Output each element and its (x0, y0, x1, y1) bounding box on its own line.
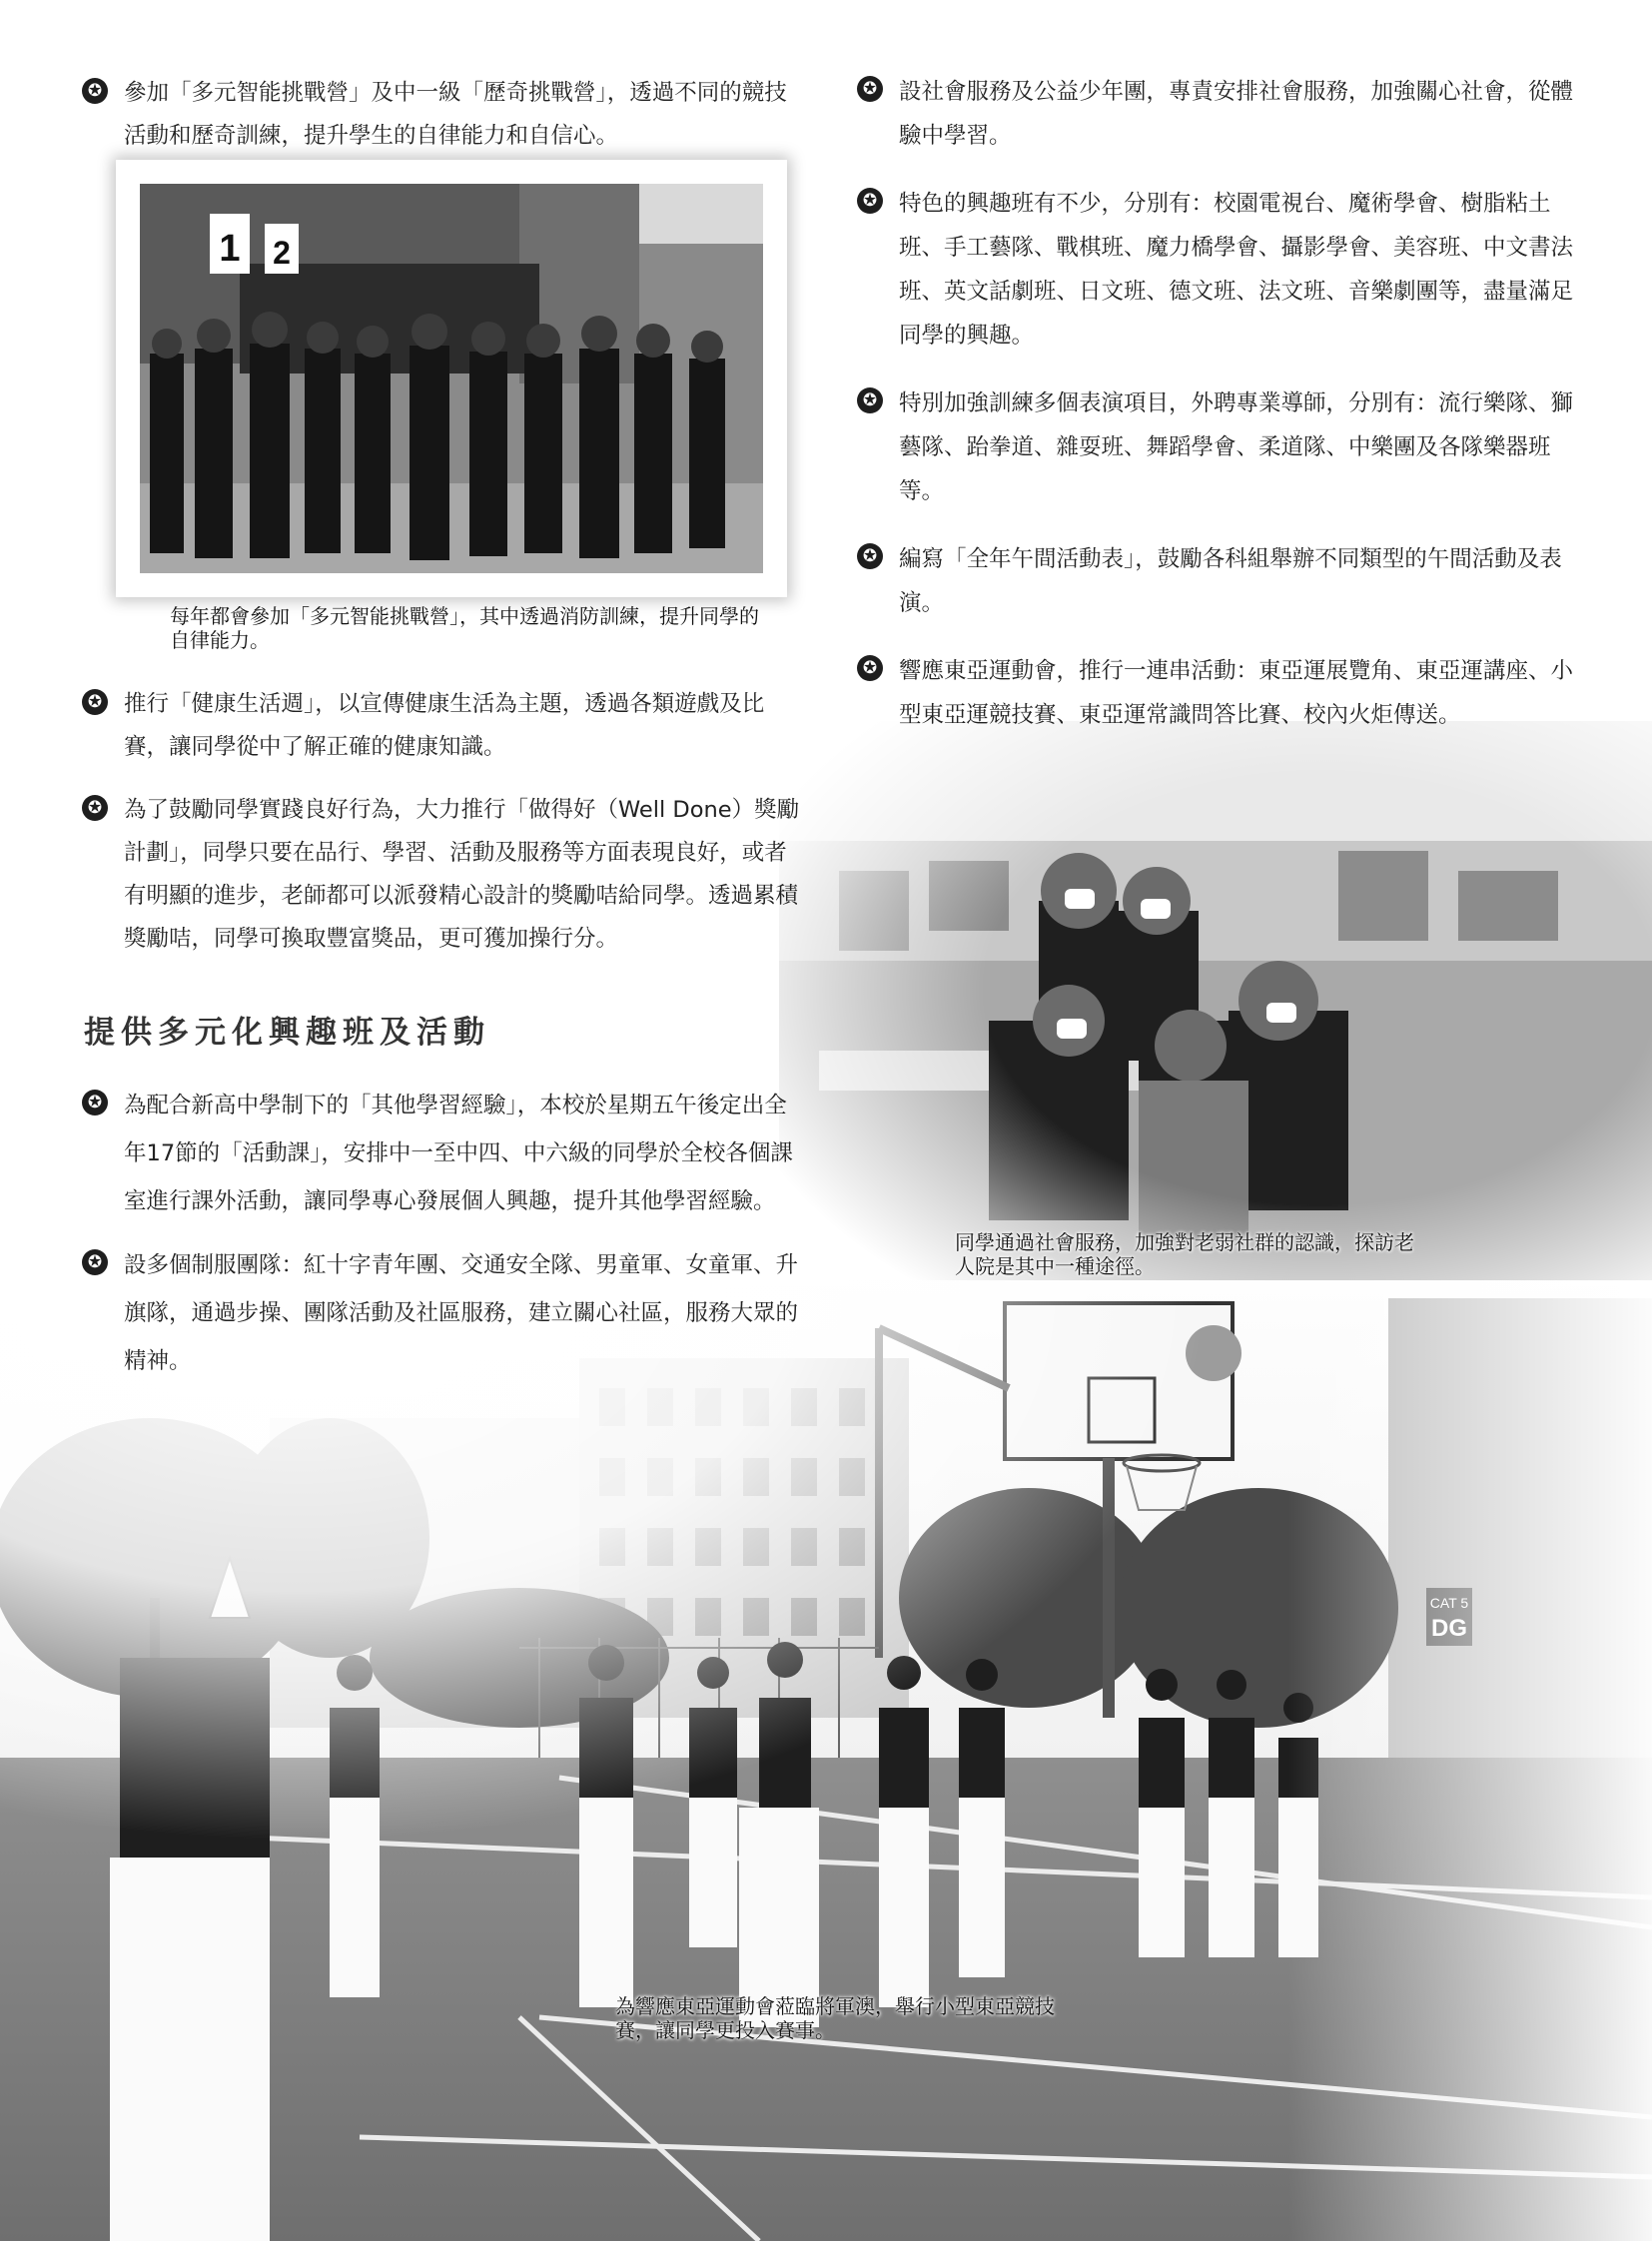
svg-text:2: 2 (273, 235, 291, 271)
camp-photo-caption: 每年都會參加「多元智能挑戰營」，其中透過消防訓練，提升同學的自律能力。 (170, 604, 759, 652)
bullet-text: 設社會服務及公益少年團，專責安排社會服務，加強關心社會，從體驗中學習。 (899, 79, 1574, 149)
bullet-text: 編寫「全年午間活動表」，鼓勵各科組舉辦不同類型的午間活動及表演。 (899, 546, 1562, 616)
star-bullet-icon: ✪ (857, 655, 883, 681)
star-bullet-icon: ✪ (82, 1249, 108, 1275)
list-item (82, 72, 801, 158)
list-item (857, 70, 1576, 158)
bullet-text: 特色的興趣班有不少，分別有：校園電視台、魔術學會、樹脂粘土班、手工藝隊、戰棋班、魔力橋學會、攝影學會、美容班、中文書法班、英文話劇班、日文班、德文班、法文班、音樂劇團等，盡量滿足同學的興趣。 (899, 191, 1574, 349)
bullet-text: 參加「多元智能挑戰營」及中一級「歷奇挑戰營」，透過不同的競技活動和歷奇訓練，提升學生的自律能力和自信心。 (124, 80, 787, 149)
left-top-bullet-list (82, 72, 801, 158)
bullet-text: 特別加強訓練多個表演項目，外聘專業導師，分別有：流行樂隊、獅藝隊、跆拳道、雜耍班、舞蹈學會、柔道隊、中樂團及各隊樂器班等。 (899, 390, 1574, 504)
list-item (857, 649, 1576, 737)
left-mid-bullet-list (82, 683, 801, 961)
star-bullet-icon: ✪ (857, 387, 883, 413)
left-bottom-bullet-list (82, 1082, 801, 1385)
list-item (82, 683, 801, 769)
bullet-text: 為了鼓勵同學實踐良好行為，大力推行「做得好（Well Done）獎勵計劃」，同學只要在品行、學習、活動及服務等方面表現良好，或者有明顯的進步，老師都可以派發精心設計的獎勵咭給同學。透過累積獎勵咭，同學可換取豐富獎品，更可獲加操行分。 (124, 797, 800, 952)
basketball-photo-caption: 為響應東亞運動會蒞臨將軍澳，舉行小型東亞競技賽，讓同學更投入賽事。 (615, 1994, 1055, 2042)
basketball-photo (0, 1238, 1652, 2241)
bullet-text: 設多個制服團隊：紅十字青年團、交通安全隊、男童軍、女童軍、升旗隊，通過步操、團隊活動及社區服務，建立關心社區，服務大眾的精神。 (124, 1252, 799, 1374)
list-item (857, 381, 1576, 513)
bullet-text: 為配合新高中學制下的「其他學習經驗」，本校於星期五午後定出全年17節的「活動課」，安排中一至中四、中六級的同學於全校各個課室進行課外活動，讓同學專心發展個人興趣，提升其他學習經驗。 (124, 1093, 793, 1214)
elderly-home-photo (779, 721, 1652, 1280)
list-item (857, 537, 1576, 625)
section-heading: 提供多元化興趣班及活動 (84, 1015, 490, 1051)
camp-photo (140, 184, 763, 573)
star-bullet-icon: ✪ (857, 76, 883, 102)
bullet-text: 響應東亞運動會，推行一連串活動：東亞運展覽角、東亞運講座、小型東亞運競技賽、東亞運常識問答比賽、校內火炬傳送。 (899, 658, 1574, 728)
elderly-photo-caption: 同學通過社會服務，加強對老弱社群的認識，探訪老人院是其中一種途徑。 (955, 1230, 1414, 1278)
star-bullet-icon: ✪ (857, 188, 883, 214)
list-item (857, 182, 1576, 358)
star-bullet-icon: ✪ (82, 795, 108, 821)
star-bullet-icon: ✪ (82, 78, 108, 104)
right-bullet-list (857, 70, 1576, 737)
list-item (82, 1082, 801, 1225)
bullet-text: 推行「健康生活週」，以宣傳健康生活為主題，透過各類遊戲及比賽，讓同學從中了解正確的健康知識。 (124, 691, 765, 760)
list-item (82, 1241, 801, 1385)
list-item (82, 789, 801, 961)
star-bullet-icon: ✪ (857, 543, 883, 569)
star-bullet-icon: ✪ (82, 689, 108, 715)
star-bullet-icon: ✪ (82, 1090, 108, 1116)
camp-photo-frame (116, 160, 787, 597)
svg-text:1: 1 (219, 228, 241, 270)
